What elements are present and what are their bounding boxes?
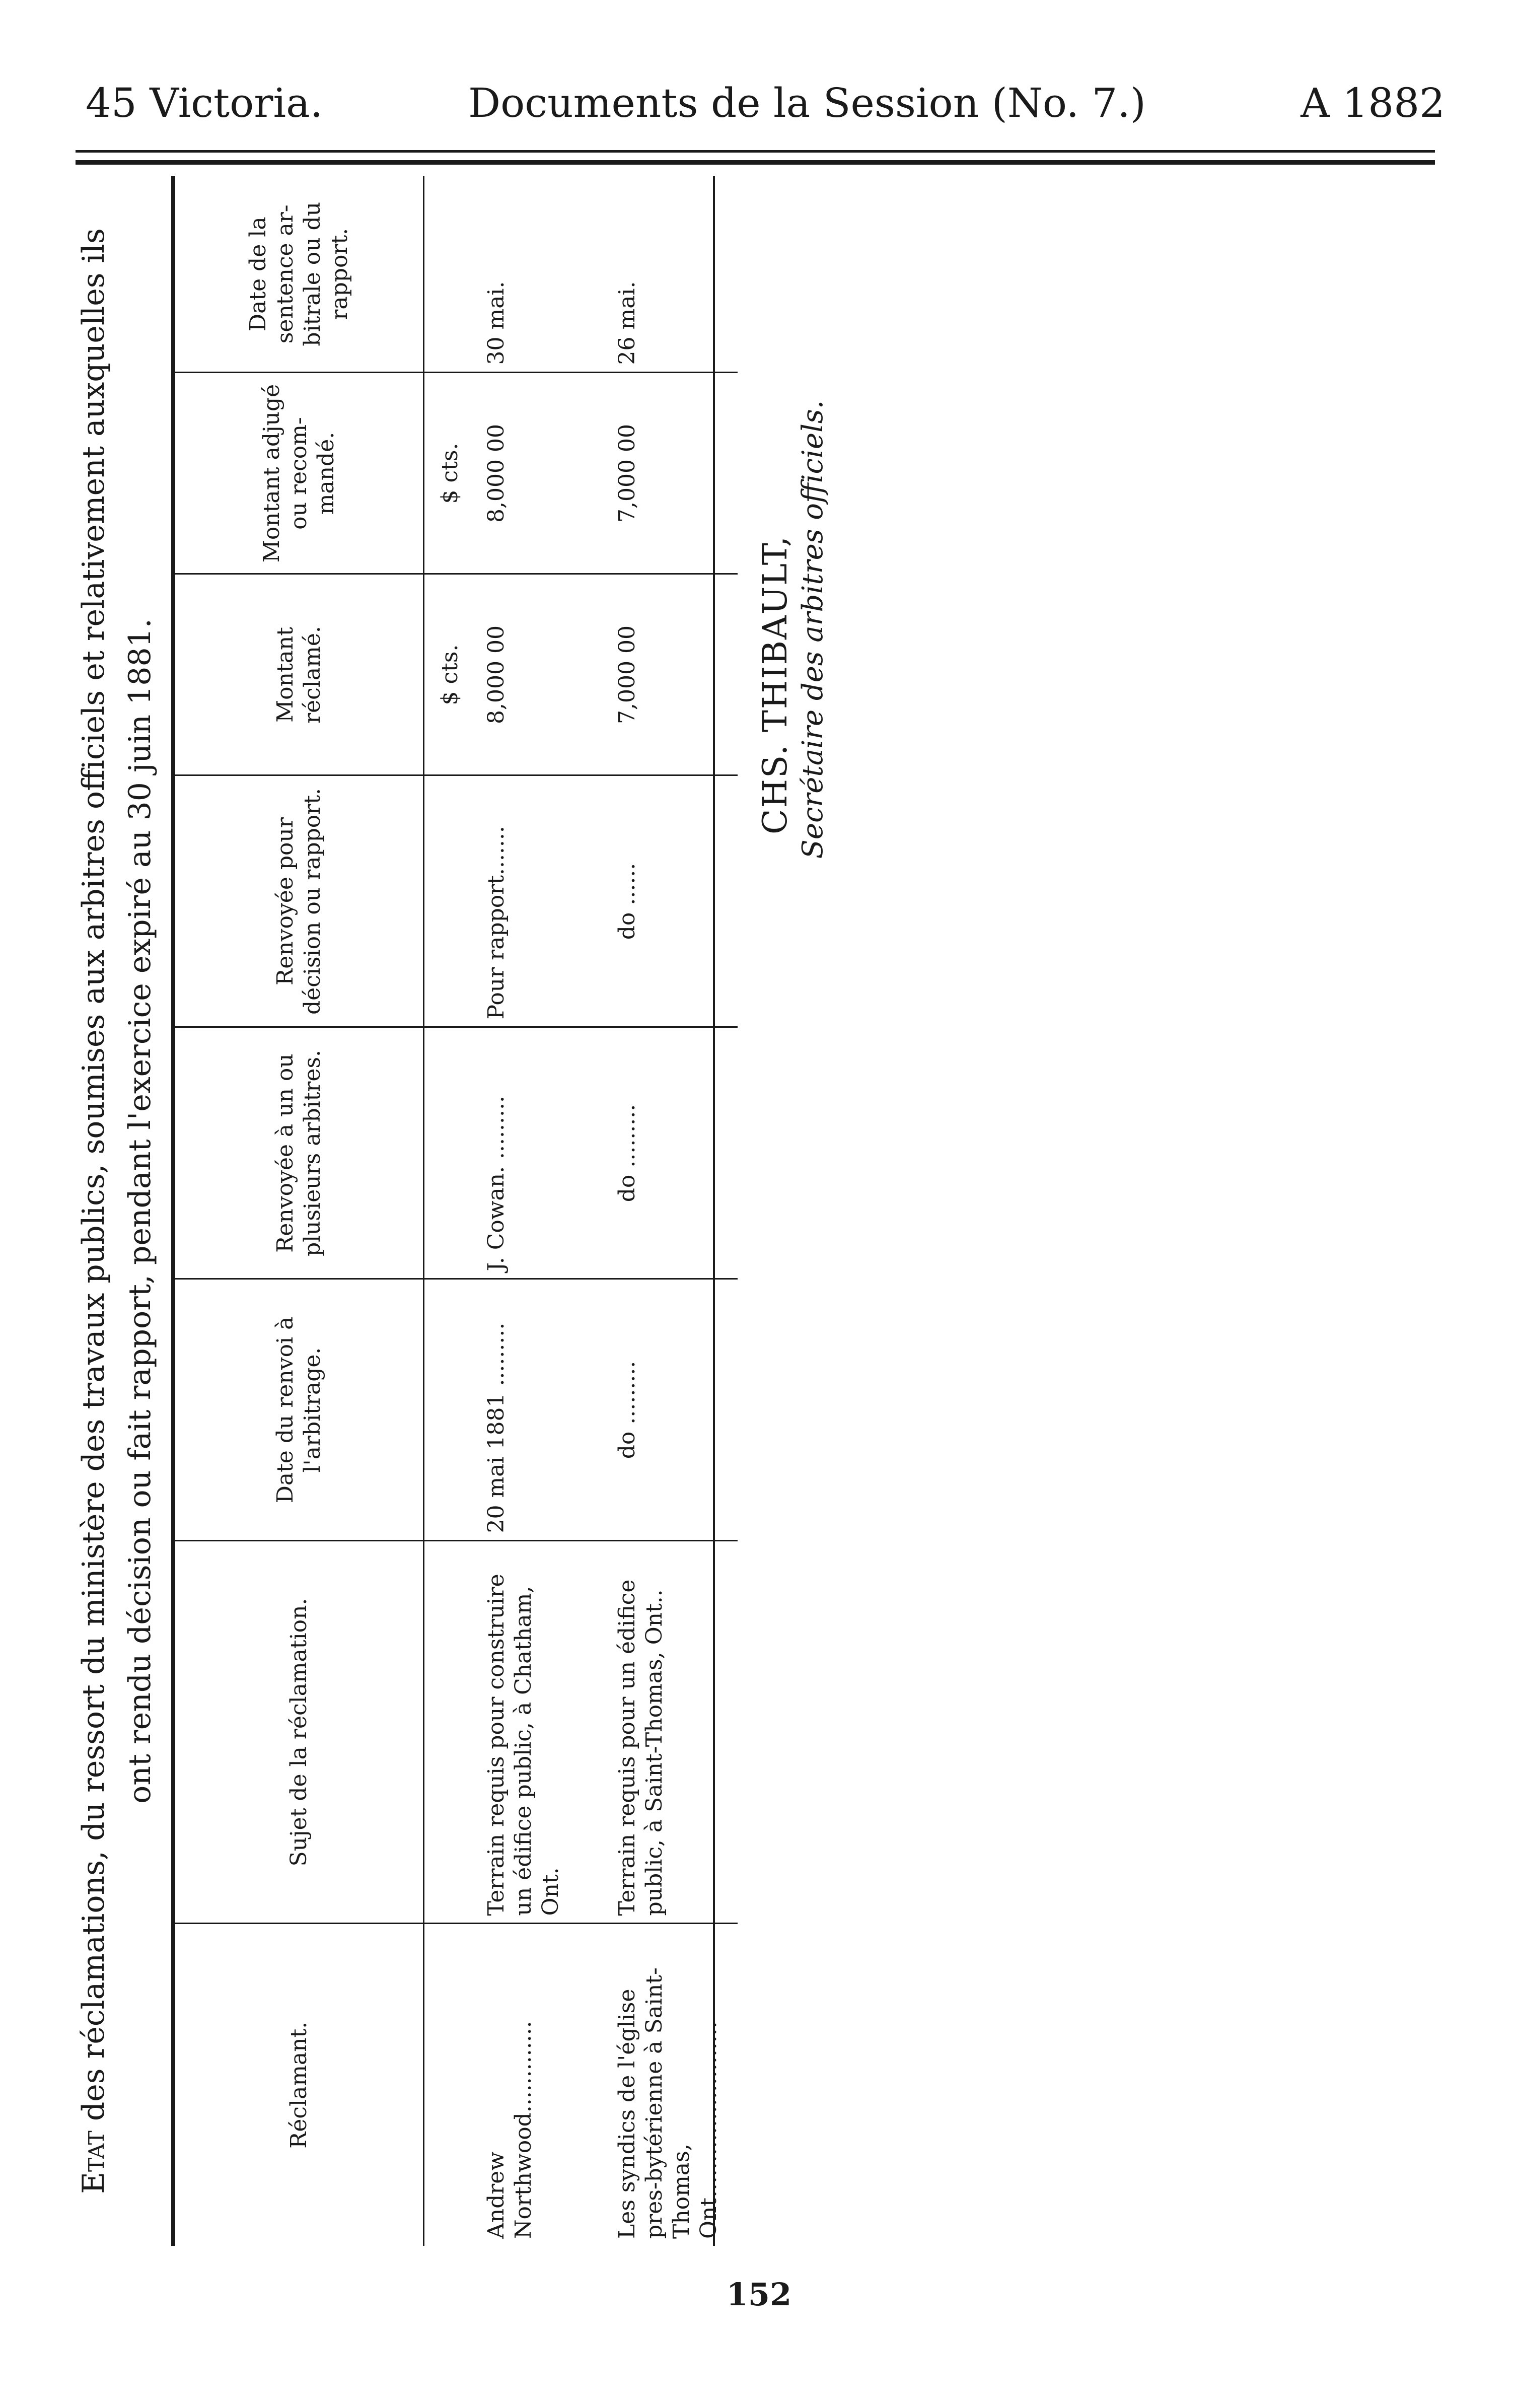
claims-table — [175, 176, 738, 2246]
cell-amount-claimed: 8,000 00 — [476, 574, 607, 775]
units-empty-2 — [424, 1541, 476, 1924]
table-row — [607, 176, 738, 2246]
units-empty-1 — [424, 1924, 476, 2246]
cell-arbitrators: J. Cowan. ......... — [476, 1027, 607, 1279]
header-row — [175, 176, 424, 2246]
units-empty-8 — [424, 176, 476, 373]
units-empty-3 — [424, 1279, 476, 1541]
table-row — [476, 176, 607, 2246]
cell-date-referred: 20 mai 1881 ......... — [476, 1279, 607, 1541]
units-claimed: $ cts. — [424, 574, 476, 775]
table-caption — [70, 176, 163, 2246]
caption-line-1 — [70, 176, 117, 2246]
cell-referred-for: do ...... — [607, 775, 738, 1027]
page-number: 152 — [726, 2276, 792, 2313]
cell-amount-awarded: 8,000 00 — [476, 373, 607, 574]
header-amount-claimed: Montant réclamé. — [175, 574, 424, 775]
units-empty-5 — [424, 775, 476, 1027]
rotated-table-page — [70, 176, 926, 2246]
units-row — [424, 176, 476, 2246]
cell-award-date: 26 mai. — [607, 176, 738, 373]
header-claimant: Réclamant. — [175, 1924, 424, 2246]
header-rule-thick — [76, 160, 1435, 165]
units-empty-4 — [424, 1027, 476, 1279]
cell-amount-awarded: 7,000 00 — [607, 373, 738, 574]
header-award-date: Date de la sentence ar-bitrale ou du rapport. — [175, 176, 424, 373]
caption-line-2: ont rendu décision ou fait rapport, pendant l'exercice expiré au 30 juin 1881. — [122, 618, 158, 1804]
cell-subject: Terrain requis pour construire un édifice public, à Chatham, Ont. — [476, 1541, 607, 1924]
cell-amount-claimed: 7,000 00 — [607, 574, 738, 775]
signatory-title: Secrétaire des arbitres officiels. — [797, 400, 829, 859]
document-year-code: A 1882 — [1300, 80, 1445, 126]
header-rule-thin — [76, 150, 1435, 153]
signatory-name: CHS. THIBAULT, — [756, 535, 794, 835]
document-series-title: Documents de la Session (No. 7.) — [468, 80, 1146, 126]
units-awarded: $ cts. — [424, 373, 476, 574]
claims-table-frame — [171, 176, 721, 2246]
cell-arbitrators: do ......... — [607, 1027, 738, 1279]
cell-referred-for: Pour rapport....... — [476, 775, 607, 1027]
header-date-referred: Date du renvoi à l'arbitrage. — [175, 1279, 424, 1541]
cell-subject: Terrain requis pour un édifice public, à Saint-Thomas, Ont.. — [607, 1541, 738, 1924]
cell-date-referred: do ......... — [607, 1279, 738, 1541]
cell-claimant: Andrew Northwood............. — [483, 2021, 536, 2239]
header-arbitrators: Renvoyée à un ou plusieurs arbitres. — [175, 1027, 424, 1279]
header-subject: Sujet de la réclamation. — [175, 1541, 424, 1924]
signature-block — [755, 383, 831, 987]
header-referred-for: Renvoyée pour décision ou rapport. — [175, 775, 424, 1027]
caption-text-1: des réclamations, du ressort du ministère des travaux publics, soumises aux arbitres officiels et relativement auxquelles ils — [76, 228, 111, 2121]
cell-claimant: Les syndics de l'église pres-bytérienne à Saint-Thomas, Ont......................... — [614, 1967, 721, 2239]
session-year: 45 Victoria. — [86, 80, 323, 126]
cell-award-date: 30 mai. — [476, 176, 607, 373]
header-amount-awarded: Montant adjugé ou recom-mandé. — [175, 373, 424, 574]
running-head — [86, 76, 1445, 131]
caption-lead-word: Etat — [76, 2131, 111, 2194]
